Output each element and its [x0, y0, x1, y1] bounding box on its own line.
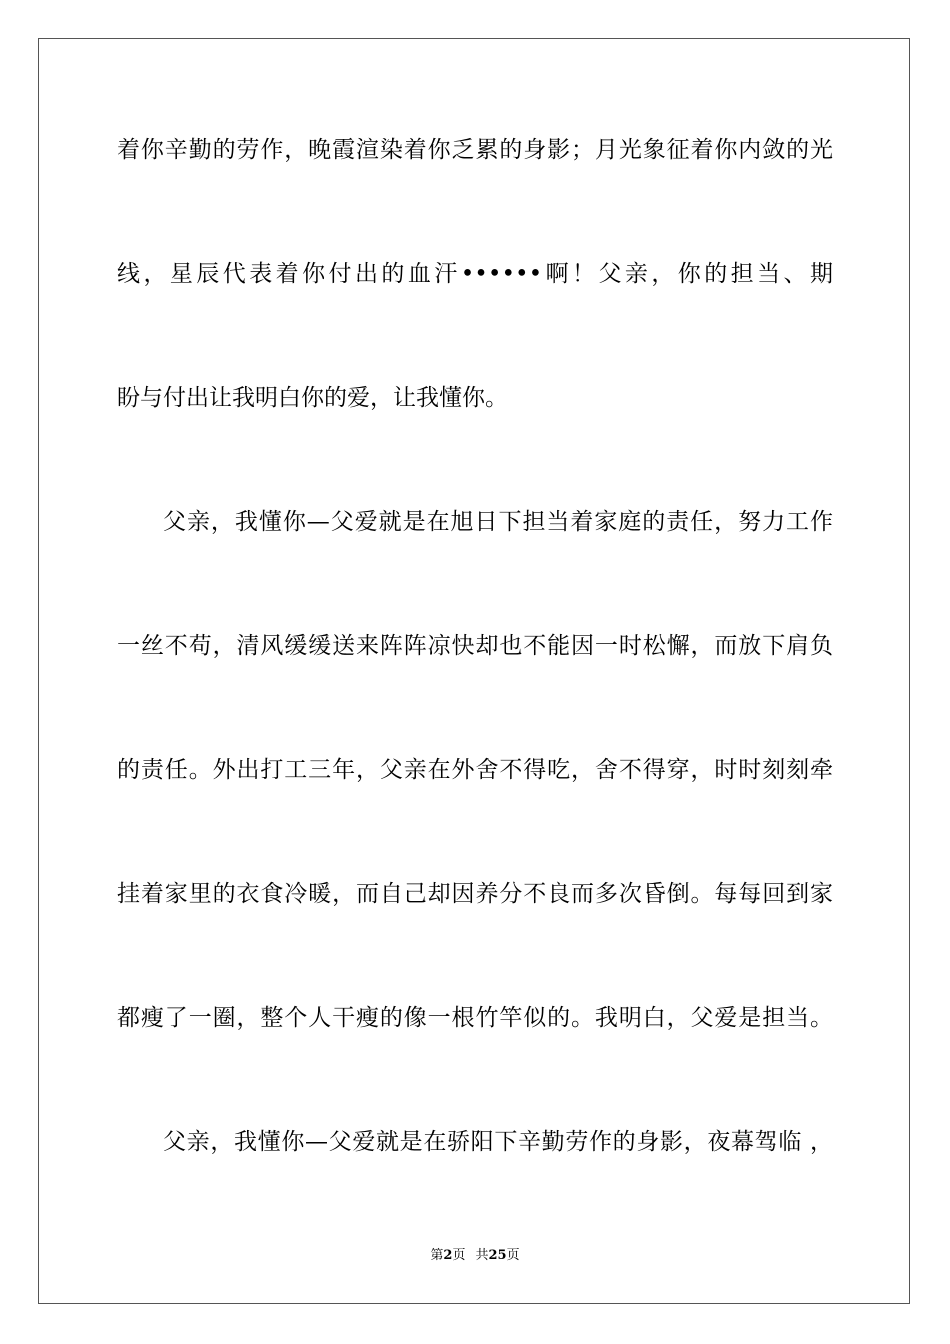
paragraph-line-1: 着你辛勤的劳作，晚霞渲染着你乏累的身影；月光象征着你内敛的光 [117, 137, 833, 163]
paragraph-line-5: 一丝不苟，清风缓缓送来阵阵凉快却也不能因一时松懈，而放下肩负 [117, 633, 833, 659]
paragraph-line-6: 的责任。外出打工三年，父亲在外舍不得吃，舍不得穿，时时刻刻牵 [117, 757, 833, 783]
total-suffix: 页 [506, 1248, 520, 1263]
paragraph-line-2: 线，星辰代表着你付出的血汗••••••啊！父亲，你的担当、期 [117, 261, 833, 287]
page-prefix: 第 [430, 1248, 444, 1263]
paragraph-line-7: 挂着家里的衣食冷暖，而自己却因养分不良而多次昏倒。每每回到家 [117, 881, 833, 907]
page-suffix: 页 [452, 1248, 466, 1263]
page-border [38, 38, 910, 1304]
paragraph-line-9: 父亲，我懂你—父爱就是在骄阳下辛勤劳作的身影，夜幕驾临 ， [163, 1129, 833, 1155]
page-number: 2 [443, 1248, 453, 1263]
paragraph-line-3: 盼与付出让我明白你的爱，让我懂你。 [117, 385, 508, 411]
paragraph-line-4: 父亲，我懂你—父爱就是在旭日下担当着家庭的责任，努力工作 [163, 509, 833, 535]
total-pages: 25 [488, 1248, 507, 1263]
paragraph-line-8: 都瘦了一圈，整个人干瘦的像一根竹竿似的。我明白，父爱是担当。 [117, 1005, 833, 1031]
page-footer [0, 1247, 950, 1265]
total-prefix: 共 [475, 1248, 489, 1263]
